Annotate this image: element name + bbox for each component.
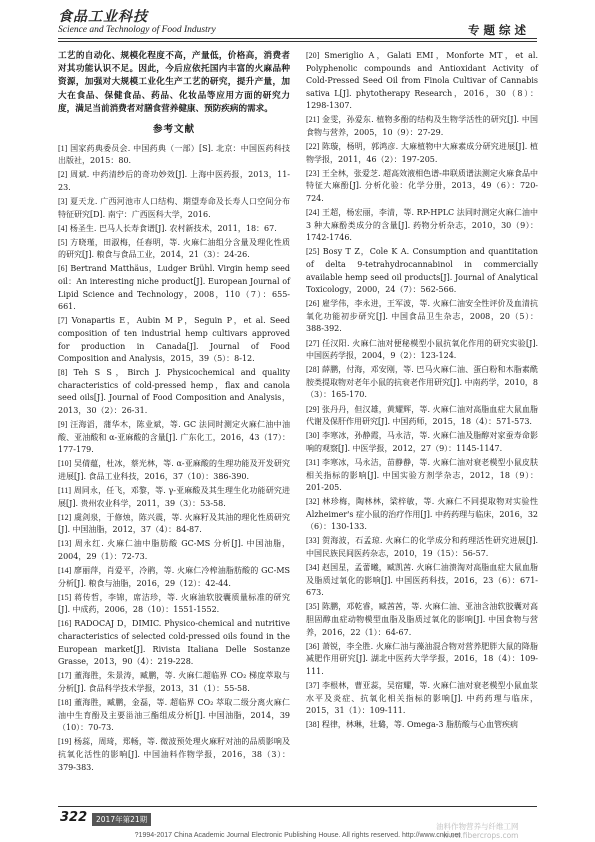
reference-item — [306, 496, 538, 534]
reference-item — [58, 697, 290, 735]
reference-item — [58, 736, 290, 774]
reference-number: [36] — [306, 641, 320, 651]
references-list-right — [306, 50, 538, 732]
reference-number: [21] — [306, 115, 320, 125]
reference-number: [3] — [58, 196, 68, 206]
reference-text: 王全林，张爱芝. 超高效液相色谱-串联质谱法测定火麻食品中特征大麻酚[J]. 分析化验：化学分册，2013，49（6）：720-724. — [306, 168, 538, 204]
reference-text: 赵国星，孟蕾曦，臧凯茜. 火麻仁油溃淘对高脂血症大鼠血脂及脂质过氧化的影响[J]. 中国医药科技，2016，23（6）：671-673. — [306, 563, 538, 598]
reference-item — [58, 169, 290, 194]
reference-item — [58, 315, 290, 365]
reference-text: 王超，杨宏丽，李清，等. RP-HPLC 法同时测定火麻仁油中 3 种大麻酚类成分的含量[J]. 药物分析杂志，2010，30（9）：1742-1746. — [306, 208, 538, 243]
reference-text: Bosy T Z，Cole K A. Consumption and quantitation of delta 9-tetrahydrocannabinol in commercially available hemp seed oil products[J]. Journal of Analytical Toxicology，2000，24（7）：562-566. — [306, 247, 538, 295]
reference-item — [306, 430, 538, 455]
reference-text: 李根林，曹亚蕊，吴宿耀，等. 火麻仁油对衰老模型小鼠血浆水平及炎症、抗氧化相关指标的影响[J]. 中药药理与临床，2015，31（1）：109-111. — [306, 681, 538, 716]
reference-item — [58, 196, 290, 221]
reference-item — [306, 535, 538, 560]
copyright-line: ?1994-2017 China Academic Journal Electronic Publishing House. All rights reserved. http://www.cnki.net — [134, 832, 461, 839]
reference-item — [306, 298, 538, 336]
footer-rule — [58, 806, 537, 807]
reference-number: [12] — [58, 512, 72, 522]
reference-text: Bertrand Matthäus，Ludger Brühl. Virgin hemp seed oil：An interesting niche product[J]. European Journal of Lipid Science and Technology，2008，110（7）：655-661. — [58, 264, 290, 312]
issue-badge: 2017年第21期 — [92, 813, 151, 826]
reference-number: [30] — [306, 431, 320, 441]
reference-number: [9] — [58, 420, 68, 430]
reference-number: [10] — [58, 459, 72, 469]
reference-item — [306, 168, 538, 206]
reference-number: [24] — [306, 208, 320, 218]
reference-text: 周永红. 火麻仁油中脂肪酸 GC-MS 分析[J]. 中国油脂，2004，29（1）：72-73. — [58, 539, 290, 562]
reference-number: [34] — [306, 563, 320, 573]
reference-text: 陈璇，杨明，郭鸿彦. 大麻植物中大麻素成分研究进展[J]. 植物学报，2011，46（2）：197-205. — [306, 142, 538, 164]
reference-item — [58, 143, 290, 168]
reference-item — [306, 601, 538, 639]
reference-item — [306, 641, 538, 679]
reference-number: [7] — [58, 316, 68, 326]
reference-number: [6] — [58, 264, 68, 274]
page-number: 322 — [60, 810, 88, 825]
reference-number: [32] — [306, 497, 320, 507]
reference-number: [29] — [306, 404, 320, 414]
reference-number: [37] — [306, 681, 320, 690]
reference-text: 贺海波，石孟琼. 火麻仁的化学成分和药理活性研究进展[J]. 中国民族民间医药杂志，2010，19（15）：56-57. — [306, 536, 538, 559]
reference-text: RADOCAJ D，DIMIC. Physico-chemical and nutritive characteristics of selected cold-pressed oils found in the European market[J]. Rivista Italiana Delle Sostanze Grasse，2013，90（4）：219-228. — [58, 619, 290, 667]
journal-subtitle: Science and Technology of Food Industry — [58, 25, 216, 35]
reference-number: [35] — [306, 602, 320, 612]
reference-number: [8] — [58, 368, 68, 378]
reference-text: Smeriglio A，Galati EMI，Monforte MT，et al. Polyphenolic compounds and Antioxidant Activity of Cold-Pressed Seed Oil from Finola Cultivar of Cannabis sativa L[J]. phytotherapy Research，2016，30（8）：1298-1307. — [306, 51, 538, 111]
reference-text: Vonapartis E，Aubin M P，Seguin P，et al. Seed composition of ten industrial hemp cultivars approved for production in Canada[J]. Journal of Food Composition and Analysis，2015，39（5）：8-12. — [58, 316, 290, 364]
reference-text: 虞剑泉，于修烛，陈兴震，等. 火麻籽及其油的理化性质研究[J]. 中国油脂，2012，37（4）：84-87. — [58, 512, 290, 535]
reference-item — [58, 512, 290, 537]
reference-item — [306, 50, 538, 113]
reference-number: [22] — [306, 142, 320, 152]
references-list-left — [58, 143, 290, 775]
reference-text: 廖丽萍，肖爱平，冷鹃，等. 火麻仁冷榨油脂肪酸的 GC-MS 分析[J]. 粮食与油脂，2016，29（12）：42-44. — [58, 566, 290, 588]
reference-text: 杨蕊，周琦，郑畅，等. 微波预处理火麻籽对油的品质影响及抗氧化活性的影响[J]. 中国油料作物学报，2016，38（3）：379-383. — [58, 737, 290, 772]
journal-logo: 食品工业科技 — [58, 9, 148, 25]
reference-number: [26] — [306, 299, 320, 309]
reference-item — [306, 719, 538, 732]
reference-number: [19] — [58, 737, 72, 747]
reference-item — [306, 562, 538, 600]
watermark-line: 油料作物营养与纤维工网 — [436, 822, 519, 831]
references-title: 参考文献 — [152, 124, 195, 136]
reference-item — [58, 263, 290, 313]
reference-number: [4] — [58, 223, 68, 233]
reference-number: [31] — [306, 457, 320, 467]
reference-item — [306, 246, 538, 296]
reference-number: [15] — [58, 592, 72, 602]
reference-number: [23] — [306, 168, 320, 178]
reference-text: 萧锐，李全胜. 火麻仁油与藻油混合物对营养肥胖大鼠的降脂减肥作用研究[J]. 湖北中医药大学学报，2016，18（4）：109-111. — [306, 641, 538, 676]
reference-item — [58, 458, 290, 483]
reference-item — [306, 457, 538, 495]
reference-item — [58, 237, 290, 262]
reference-item — [58, 485, 290, 510]
watermark-line: www.fibercrops.com — [442, 831, 519, 840]
reference-item — [58, 538, 290, 563]
reference-number: [5] — [58, 237, 68, 247]
reference-text: 张丹丹，但汉雄，黄耀辉，等. 火麻仁油对高脂血症大鼠血脂代谢及保肝作用研究[J]. 中国药师，2015，18（4）：571-573. — [306, 404, 538, 427]
reference-item — [58, 670, 290, 695]
reference-text: 国家药典委员会. 中国药典（一部）[S]. 北京：中国医药科技出版社，2015：80. — [58, 143, 290, 166]
reference-item — [306, 114, 538, 139]
reference-text: 汪海滔，蒲华木，陈业斌，等. GC 法同时测定火麻仁油中油酸、亚油酸和 α-亚麻酸的含量[J]. 广东化工，2016，43（17）：177-179. — [58, 420, 290, 455]
reference-text: Teh S S，Birch J. Physicochemical and quality characteristics of cold-pressed hemp，flax and canola seed oils[J]. Journal of Food Composition and Analysis，2013，30（2）：26-31. — [58, 368, 290, 415]
reference-text: 程律，林琳，壮璐，等. Omega-3 脂肪酸与心血管疾病 — [319, 720, 519, 730]
reference-item — [58, 618, 290, 668]
reference-text: 夏天龙. 广西河池市人口结构、期望寿命及长寿人口空间分布特征研究[D]. 南宁：广西医科大学，2016. — [58, 196, 290, 219]
reference-item — [58, 419, 290, 457]
reference-text: 李寒冰，马永洁，苗静静，等. 火麻仁油对衰老模型小鼠皮肤相关指标的影响[J]. 中国实验方剂学杂志，2012，18（9）：201-205. — [306, 457, 538, 493]
reference-text: 蒋传哲，李锦，席洁珍，等. 火麻油软胶囊质量标准的研究[J]. 中成药，2006，28（10）：1551-1552. — [58, 592, 290, 615]
reference-text: 杨圣生. 巴马人长寿食谱[J]. 农村新技术，2011，18：67. — [67, 223, 277, 233]
reference-item — [306, 141, 538, 166]
section-label: 专题综述 — [468, 23, 530, 37]
reference-number: [13] — [58, 539, 72, 549]
conclusion-paragraph: 工艺的自动化、规模化程度不高，产量低，价格高，消费者对其功能认识不足。因此，今后应依托国内丰富的火麻品种资源，加强对大规模工业化生产工艺的研究，提升产量，加大在食品、保健食品、药品、化妆品等应用方面的研究力度，满足当前消费者对膳食营养健康、预防疾病的需求。 — [58, 51, 290, 114]
reference-item — [58, 592, 290, 617]
reference-item — [306, 680, 538, 718]
reference-text: 李寒冰，孙静霞，马永洁，等. 火麻仁油及脂醇对家蚕寿命影响的观察[J]. 中医学报，2012，27（9）：1145-1147. — [306, 431, 538, 453]
reference-text: 陈鹏，邓乾睿，臧茜茜，等. 火麻仁油、亚油含油软胶囊对高胆固醇血症动物模型血脂及脂质过氧化的影响[J]. 中国食物与营养，2016，22（1）：64-67. — [306, 602, 538, 637]
reference-item — [58, 223, 290, 236]
reference-number: [28] — [306, 365, 320, 375]
reference-number: [25] — [306, 247, 320, 257]
reference-number: [17] — [58, 671, 72, 681]
reference-item — [306, 338, 538, 363]
reference-text: 周斌. 中药清纱后的奇功妙效[J]. 上海中医药报，2013，11-23. — [58, 170, 290, 192]
reference-text: 方晓瑾，田淑梅，任春明，等. 火麻仁油组分含量及理化性质的研究[J]. 粮食与食品工业，2014，21（3）：24-26. — [58, 237, 290, 260]
reference-number: [38] — [306, 720, 320, 730]
reference-text: 董海胜，臧鹏，金磊，等. 超临界 CO₂ 萃取二级分离火麻仁油中生育酚及主要甾油三酯组成分析[J]. 中国油脂，2014，39（10）：70-73. — [58, 698, 290, 733]
right-column — [306, 50, 538, 733]
reference-text: 任汉阳. 火麻仁油对便秘模型小鼠抗氧化作用的研究实验[J]. 中国医药学报，2004，9（2）：123-124. — [306, 338, 538, 361]
reference-text: 林珍梅，陶林林，梁梓敏，等. 火麻仁不同提取物对实验性 Alzheimer's 症小鼠的治疗作用[J]. 中药药理与临床，2016，32（6）：130-133. — [306, 497, 538, 532]
reference-item — [58, 367, 290, 417]
reference-number: [20] — [306, 51, 320, 60]
reference-number: [1] — [58, 143, 68, 153]
reference-number: [16] — [58, 619, 72, 629]
reference-number: [2] — [58, 170, 68, 180]
reference-text: 雇学伟，李永进，王军波，等. 火麻仁油安全性评价及血清抗氧化功能初步研究[J]. 中国食品卫生杂志，2008，20（5）：388-392. — [306, 299, 538, 334]
header-rule-thin — [58, 41, 537, 42]
reference-number: [18] — [58, 698, 72, 708]
reference-item — [306, 364, 538, 402]
reference-number: [33] — [306, 536, 320, 546]
left-column — [58, 50, 290, 776]
reference-number: [11] — [58, 486, 72, 496]
reference-text: 吴倩蕴，杜冰，蔡光林，等. α-亚麻酸的生理功能及开发研究进展[J]. 食品工业科技，2016，37（10）：386-390. — [58, 459, 290, 481]
reference-text: 金雯，孙爱东. 植物多酚的结构及生物学活性的研究[J]. 中国食物与营养，2005，10（9）：27-29. — [306, 115, 538, 138]
reference-text: 董海胜，朱景涛，臧鹏，等. 火麻仁超临界 CO₂ 梯度萃取与分析[J]. 食品科学技术学报，2013，31（1）：55-58. — [58, 671, 290, 693]
reference-item — [58, 565, 290, 590]
page-header — [0, 0, 595, 42]
header-rule — [58, 38, 537, 39]
reference-text: 薛鹏，付海，邓安刚，等. 巴马火麻仁油、蛋白粉和木脂素酰胺类提取物对老年小鼠的抗衰老作用研究[J]. 中南药学，2010，8（3）：165-170. — [306, 365, 538, 400]
body-text — [58, 50, 290, 116]
reference-item — [306, 404, 538, 429]
reference-item — [306, 207, 538, 245]
reference-number: [14] — [58, 566, 72, 576]
reference-number: [27] — [306, 338, 320, 348]
reference-text: 周同永，任飞，邓黎，等. γ-亚麻酸及其生理生化功能研究进展[J]. 贵州农业科学，2011，39（3）：53-58. — [58, 486, 290, 508]
